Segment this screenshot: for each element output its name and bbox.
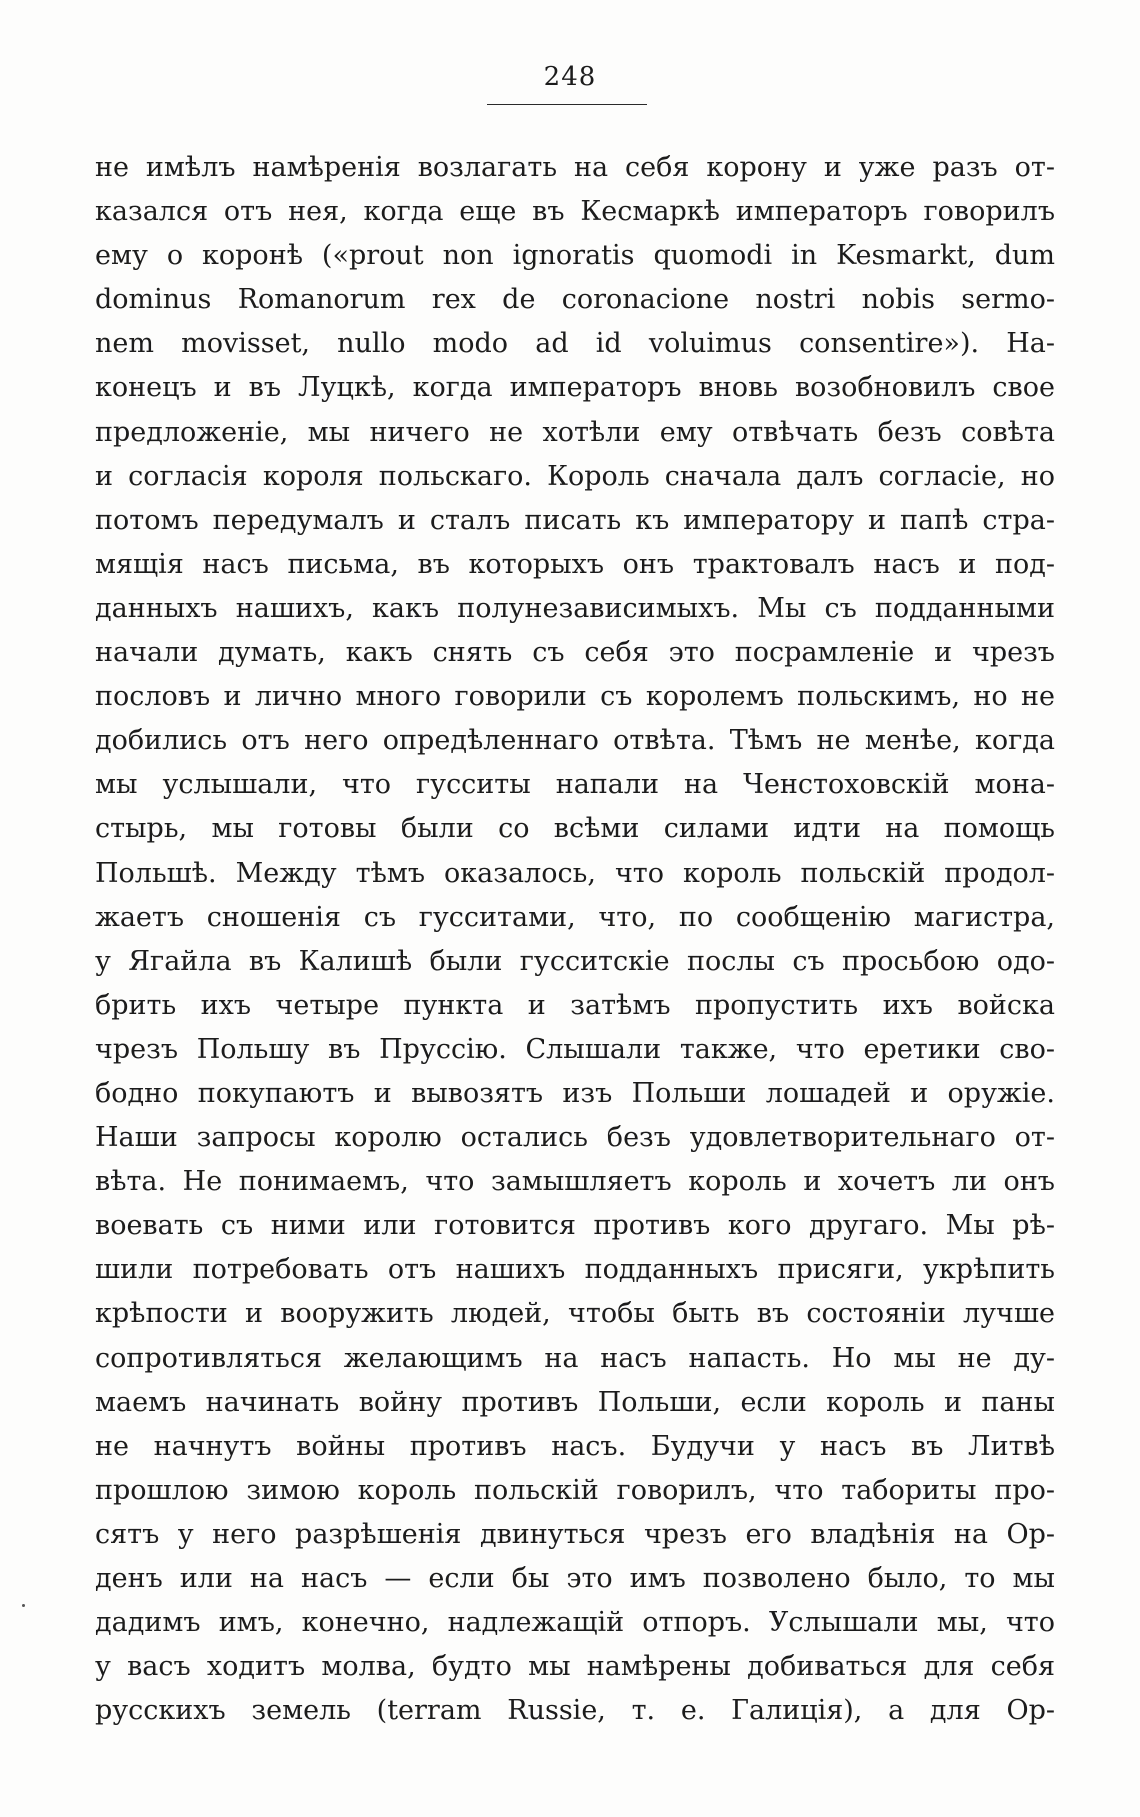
text-line: dominus Romanorum rex de coronacione nostri nobis sermo- (95, 284, 1055, 316)
text-line: у васъ ходитъ молва, будто мы намѣрены добиваться для себя (95, 1651, 1055, 1683)
text-line: стырь, мы готовы были со всѣми силами идти на помощь (95, 813, 1055, 845)
text-line: сятъ у него разрѣшенія двинуться чрезъ его владѣнія на Ор- (95, 1518, 1055, 1550)
text-line: мящія насъ письма, въ которыхъ онъ трактовалъ насъ и под- (95, 548, 1055, 580)
text-line: не имѣлъ намѣренія возлагать на себя корону и уже разъ от- (95, 152, 1055, 183)
text-line: данныхъ нашихъ, какъ полунезависимыхъ. Мы съ подданными (95, 592, 1055, 624)
body-text (95, 146, 1055, 1733)
text-line: ему о коронѣ («prout non ignoratis quomodi in Kesmarkt, dum (95, 240, 1055, 272)
text-line: чрезъ Польшу въ Пруссію. Слышали также, что еретики сво- (95, 1033, 1055, 1065)
text-line: воевать съ ними или готовится противъ кого другаго. Мы рѣ- (95, 1210, 1055, 1242)
text-line: шили потребовать отъ нашихъ подданныхъ присяги, укрѣпить (95, 1254, 1055, 1286)
text-line: денъ или на насъ — если бы это имъ позволено было, то мы (95, 1563, 1055, 1594)
text-line: казался отъ нея, когда еще въ Кесмаркѣ императоръ говорилъ (95, 196, 1055, 228)
page-number-rule (487, 104, 647, 105)
text-line: вѣта. Не понимаемъ, что замышляетъ король и хочетъ ли онъ (95, 1166, 1055, 1198)
text-line: дадимъ имъ, конечно, надлежащій отпоръ. Услышали мы, что (95, 1607, 1055, 1639)
text-line: мы услышали, что гусситы напали на Ченстоховскій мона- (95, 769, 1055, 801)
text-line: брить ихъ четыре пункта и затѣмъ пропустить ихъ войска (95, 989, 1055, 1021)
text-line: начали думать, какъ снять съ себя это посрамленіе и чрезъ (95, 637, 1055, 669)
text-line: жаетъ сношенія съ гусситами, что, по сообщенію магистра, (95, 901, 1055, 933)
text-line: крѣпости и вооружить людей, чтобы быть въ состояніи лучше (95, 1298, 1055, 1330)
text-line: добились отъ него опредѣленнаго отвѣта. Тѣмъ не менѣе, когда (95, 725, 1055, 757)
text-line: у Ягайла въ Калишѣ были гусситскіе послы съ просьбою одо- (95, 945, 1055, 977)
page-number: 248 (543, 62, 597, 92)
text-line: Наши запросы королю остались безъ удовлетворительнаго от- (95, 1122, 1055, 1154)
text-line: маемъ начинать войну противъ Польши, если король и паны (95, 1386, 1055, 1418)
text-line: предложеніе, мы ничего не хотѣли ему отвѣчать безъ совѣта (95, 416, 1055, 448)
text-line: бодно покупаютъ и вывозятъ изъ Польши лошадей и оружіе. (95, 1077, 1055, 1109)
text-line: сопротивляться желающимъ на насъ напасть. Но мы не ду- (95, 1342, 1055, 1374)
text-line: прошлою зимою король польскій говорилъ, что табориты про- (95, 1474, 1055, 1506)
text-line: и согласія короля польскаго. Король сначала далъ согласіе, но (95, 460, 1055, 492)
text-line: nem movisset, nullo modo ad id voluimus consentire»). На- (95, 328, 1055, 360)
text-line: пословъ и лично много говорили съ королемъ польскимъ, но не (95, 681, 1055, 713)
text-line: потомъ передумалъ и сталъ писать къ императору и папѣ стра- (95, 504, 1055, 536)
text-line: не начнутъ войны противъ насъ. Будучи у насъ въ Литвѣ (95, 1430, 1055, 1462)
text-line: русскихъ земель (terram Russie, т. е. Галиція), а для Ор- (95, 1695, 1055, 1727)
scan-speck (22, 1604, 25, 1607)
text-line: конецъ и въ Луцкѣ, когда императоръ вновь возобновилъ свое (95, 372, 1055, 404)
text-line: Польшѣ. Между тѣмъ оказалось, что король польскій продол- (95, 857, 1055, 889)
